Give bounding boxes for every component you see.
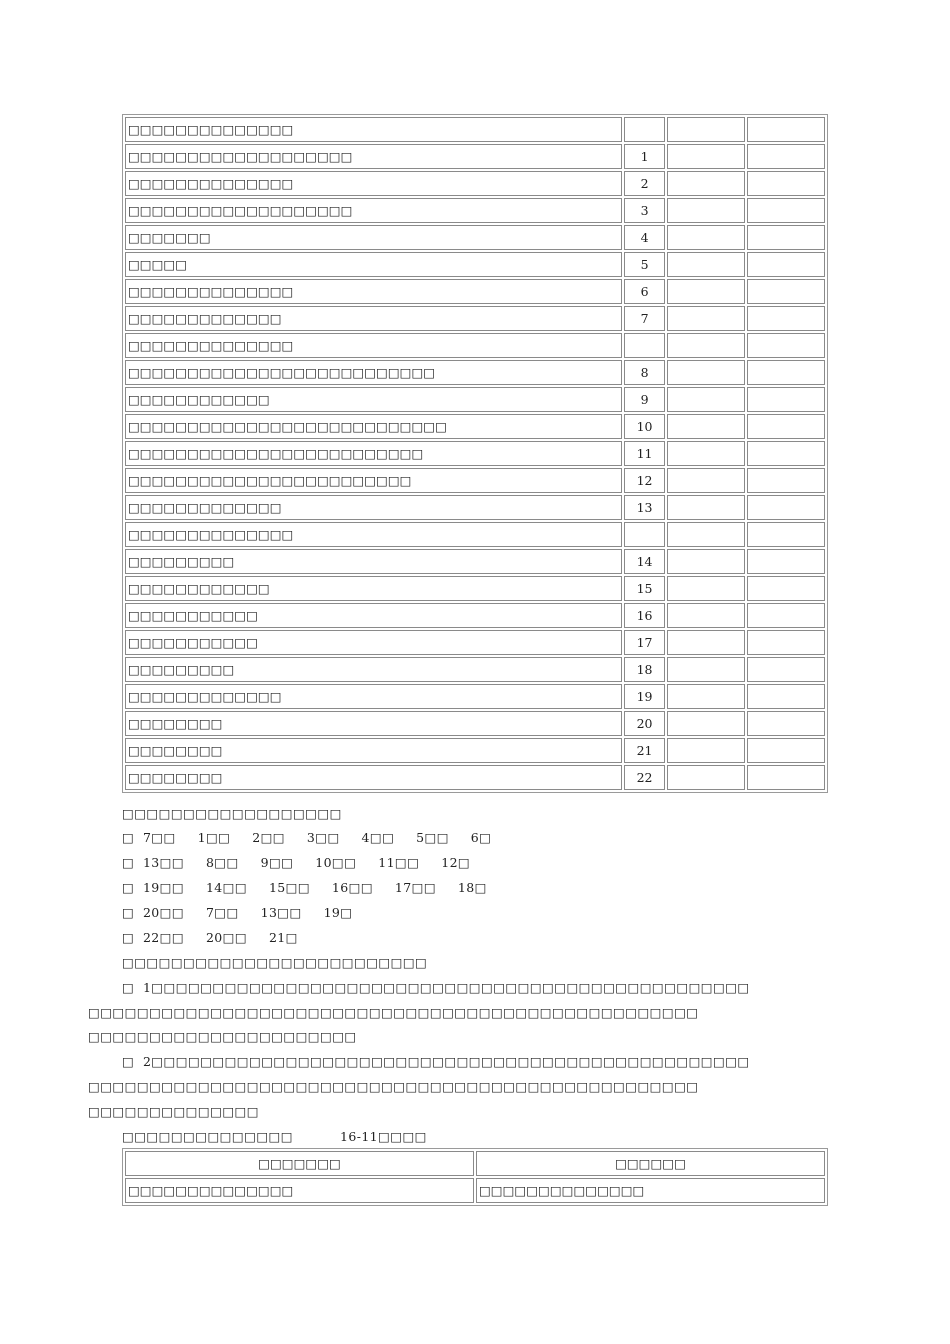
- table-row: [125, 657, 825, 682]
- row-value-a: [667, 657, 745, 682]
- row-label: □□□□□: [125, 252, 622, 277]
- row-number: 7: [624, 306, 665, 331]
- row-value-a: [667, 198, 745, 223]
- row-number: 20: [624, 711, 665, 736]
- row-label: □□□□□□□□□□□□□: [125, 684, 622, 709]
- table-row: [125, 765, 825, 790]
- row-value-b: [747, 198, 825, 223]
- row-number: 6: [624, 279, 665, 304]
- row-number: 12: [624, 468, 665, 493]
- row-number: 18: [624, 657, 665, 682]
- row-label: □□□□□□□□□□□□□□: [125, 117, 622, 142]
- row-label: □□□□□□□□: [125, 738, 622, 763]
- row-value-a: [667, 549, 745, 574]
- row-label: □□□□□□□□: [125, 765, 622, 790]
- row-number: 10: [624, 414, 665, 439]
- row-number: 15: [624, 576, 665, 601]
- bottom-header-left: □□□□□□□: [125, 1151, 474, 1176]
- table-row: [125, 630, 825, 655]
- row-number: 16: [624, 603, 665, 628]
- row-value-a: [667, 684, 745, 709]
- row-label: □□□□□□□□□□□□□□: [125, 333, 622, 358]
- row-value-b: [747, 684, 825, 709]
- table-row: [125, 306, 825, 331]
- row-label: □□□□□□□□□: [125, 657, 622, 682]
- row-value-b: [747, 711, 825, 736]
- row-value-a: [667, 306, 745, 331]
- row-number: 13: [624, 495, 665, 520]
- row-label: □□□□□□□□□□□□□: [125, 306, 622, 331]
- row-number: 1: [624, 144, 665, 169]
- row-value-a: [667, 414, 745, 439]
- row-value-b: [747, 171, 825, 196]
- row-value-b: [747, 630, 825, 655]
- row-value-b: [747, 387, 825, 412]
- row-number: 21: [624, 738, 665, 763]
- row-label: □□□□□□□: [125, 225, 622, 250]
- table-row: [125, 495, 825, 520]
- table-row: [125, 441, 825, 466]
- row-value-b: [747, 765, 825, 790]
- row-value-a: [667, 333, 745, 358]
- table-row: [125, 522, 825, 547]
- row-value-a: [667, 711, 745, 736]
- row-number: 14: [624, 549, 665, 574]
- body-line-8: □ 1□□□□□□□□□□□□□□□□□□□□□□□□□□□□□□□□□□□□□□□□□□□□□□□□□: [122, 980, 750, 995]
- row-label: □□□□□□□□□□□□: [125, 387, 622, 412]
- table-row: [125, 171, 825, 196]
- row-value-b: [747, 414, 825, 439]
- body-line-2: □ 7□□ 1□□ 2□□ 3□□ 4□□ 5□□ 6□: [122, 830, 492, 845]
- body-line-4: □ 19□□ 14□□ 15□□ 16□□ 17□□ 18□: [122, 880, 487, 895]
- row-value-a: [667, 360, 745, 385]
- row-number: 19: [624, 684, 665, 709]
- row-value-a: [667, 738, 745, 763]
- row-label: □□□□□□□□□□□□□□□□□□□: [125, 144, 622, 169]
- row-value-a: [667, 765, 745, 790]
- row-value-b: [747, 252, 825, 277]
- table-row: [125, 198, 825, 223]
- row-label: □□□□□□□□□: [125, 549, 622, 574]
- bottom-table: [122, 1148, 828, 1206]
- row-label: □□□□□□□□□□□□□□: [125, 171, 622, 196]
- report-table: [122, 114, 828, 793]
- row-value-b: [747, 117, 825, 142]
- table-row: [125, 144, 825, 169]
- row-value-b: [747, 333, 825, 358]
- row-number: 17: [624, 630, 665, 655]
- row-value-b: [747, 738, 825, 763]
- row-value-a: [667, 171, 745, 196]
- table-row: [125, 711, 825, 736]
- row-number: 8: [624, 360, 665, 385]
- table-row: [125, 468, 825, 493]
- table-row: [125, 603, 825, 628]
- body-line-13: □□□□□□□□□□□□□□: [88, 1104, 259, 1119]
- bottom-cell-right: □□□□□□□□□□□□□□: [476, 1178, 825, 1203]
- row-value-b: [747, 225, 825, 250]
- row-number: [624, 522, 665, 547]
- row-value-b: [747, 279, 825, 304]
- row-value-b: [747, 549, 825, 574]
- row-value-b: [747, 657, 825, 682]
- row-label: □□□□□□□□□□□□□: [125, 495, 622, 520]
- row-number: 22: [624, 765, 665, 790]
- row-number: 4: [624, 225, 665, 250]
- row-label: □□□□□□□□□□□□□□□□□□□: [125, 198, 622, 223]
- row-value-b: [747, 603, 825, 628]
- row-number: [624, 117, 665, 142]
- row-value-b: [747, 306, 825, 331]
- row-label: □□□□□□□□□□□□□□□□□□□□□□□□: [125, 468, 622, 493]
- row-value-a: [667, 225, 745, 250]
- row-value-a: [667, 522, 745, 547]
- row-label: □□□□□□□□□□□□□□: [125, 279, 622, 304]
- row-label: □□□□□□□□□□□□□□□□□□□□□□□□□□: [125, 360, 622, 385]
- row-value-a: [667, 630, 745, 655]
- row-value-b: [747, 144, 825, 169]
- row-value-b: [747, 495, 825, 520]
- table-row: [125, 252, 825, 277]
- table-caption-left: □□□□□□□□□□□□□□: [122, 1129, 293, 1144]
- row-value-a: [667, 603, 745, 628]
- table-row: [125, 117, 825, 142]
- body-line-1: □□□□□□□□□□□□□□□□□□: [122, 806, 342, 821]
- row-number: 2: [624, 171, 665, 196]
- table-row: [125, 279, 825, 304]
- row-value-a: [667, 279, 745, 304]
- body-line-12: □□□□□□□□□□□□□□□□□□□□□□□□□□□□□□□□□□□□□□□□□□□□□□□□□□: [88, 1079, 699, 1094]
- row-value-a: [667, 144, 745, 169]
- table-row: [125, 225, 825, 250]
- row-value-b: [747, 360, 825, 385]
- row-value-a: [667, 576, 745, 601]
- bottom-header-right: □□□□□□: [476, 1151, 825, 1176]
- row-value-b: [747, 522, 825, 547]
- row-value-a: [667, 252, 745, 277]
- body-line-9: □□□□□□□□□□□□□□□□□□□□□□□□□□□□□□□□□□□□□□□□□□□□□□□□□□: [88, 1005, 699, 1020]
- row-value-b: [747, 576, 825, 601]
- row-label: □□□□□□□□□□□□□□: [125, 522, 622, 547]
- body-line-3: □ 13□□ 8□□ 9□□ 10□□ 11□□ 12□: [122, 855, 471, 870]
- row-value-a: [667, 387, 745, 412]
- row-number: 11: [624, 441, 665, 466]
- row-value-b: [747, 441, 825, 466]
- row-value-a: [667, 495, 745, 520]
- table-caption-right: 16-11□□□□: [340, 1129, 427, 1144]
- row-label: □□□□□□□□□□□: [125, 630, 622, 655]
- table-row: [125, 549, 825, 574]
- bottom-cell-left: □□□□□□□□□□□□□□: [125, 1178, 474, 1203]
- table-row: [125, 738, 825, 763]
- body-line-5: □ 20□□ 7□□ 13□□ 19□: [122, 905, 353, 920]
- row-label: □□□□□□□□: [125, 711, 622, 736]
- row-label: □□□□□□□□□□□: [125, 603, 622, 628]
- table-row: [125, 360, 825, 385]
- table-row: [125, 414, 825, 439]
- table-row: [125, 387, 825, 412]
- table-row: [125, 684, 825, 709]
- table-row: [125, 576, 825, 601]
- row-label: □□□□□□□□□□□□: [125, 576, 622, 601]
- row-value-a: [667, 117, 745, 142]
- body-line-11: □ 2□□□□□□□□□□□□□□□□□□□□□□□□□□□□□□□□□□□□□□□□□□□□□□□□□: [122, 1054, 750, 1069]
- table-row: [125, 333, 825, 358]
- row-label: □□□□□□□□□□□□□□□□□□□□□□□□□: [125, 441, 622, 466]
- row-number: 3: [624, 198, 665, 223]
- row-number: 9: [624, 387, 665, 412]
- body-line-7: □□□□□□□□□□□□□□□□□□□□□□□□□: [122, 955, 428, 970]
- row-value-a: [667, 468, 745, 493]
- row-value-a: [667, 441, 745, 466]
- row-value-b: [747, 468, 825, 493]
- row-label: □□□□□□□□□□□□□□□□□□□□□□□□□□□: [125, 414, 622, 439]
- body-line-10: □□□□□□□□□□□□□□□□□□□□□□: [88, 1029, 357, 1044]
- row-number: [624, 333, 665, 358]
- body-line-6: □ 22□□ 20□□ 21□: [122, 930, 298, 945]
- row-number: 5: [624, 252, 665, 277]
